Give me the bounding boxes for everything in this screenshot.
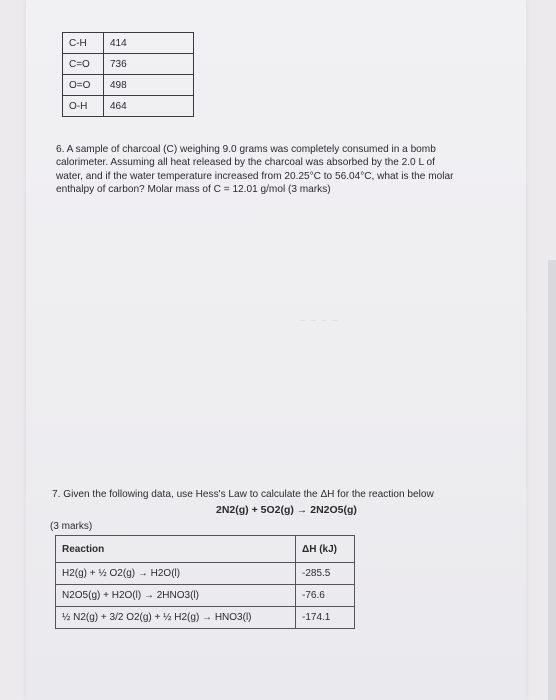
reaction-cell: ½ N2(g) + 3/2 O2(g) + ½ H2(g) → HNO3(l): [56, 607, 296, 629]
table-row: [63, 96, 194, 117]
table-header-row: [56, 536, 355, 563]
reaction-cell: H2(g) + ½ O2(g) → H2O(l): [56, 563, 296, 585]
bond-cell: O=O: [63, 75, 104, 96]
target-reaction: [216, 504, 357, 516]
reaction-header: Reaction: [56, 536, 296, 563]
table-row: [63, 54, 194, 75]
energy-cell: 414: [104, 33, 194, 54]
table-row: [56, 607, 355, 629]
dh-cell: -76.6: [296, 585, 355, 607]
table-row: [63, 33, 194, 54]
page-edge-strip: [548, 260, 556, 700]
question-6: [56, 143, 511, 197]
question-6-line: calorimeter. Assuming all heat released by the charcoal was absorbed by the 2.0 L of: [56, 157, 435, 169]
energy-cell: 464: [104, 96, 194, 117]
bond-cell: O-H: [63, 96, 104, 117]
faint-bleedthrough-marks: ~ ~ ~ ~: [300, 316, 339, 327]
question-7-intro: 7. Given the following data, use Hess's Law to calculate the ΔH for the reaction below: [52, 489, 434, 500]
dh-cell: -285.5: [296, 563, 355, 585]
reaction-cell: N2O5(g) + H2O(l) → 2HNO3(l): [56, 585, 296, 607]
dh-header: ΔH (kJ): [296, 536, 355, 563]
hess-data-table: [55, 535, 355, 629]
table-row: [56, 563, 355, 585]
question-6-line: water, and if the water temperature increased from 20.25°C to 56.04°C, what is the molar: [56, 170, 454, 182]
energy-cell: 736: [104, 54, 194, 75]
energy-cell: 498: [104, 75, 194, 96]
table-row: [63, 75, 194, 96]
bond-energy-table: [62, 32, 194, 117]
target-reaction-text: 2N2(g) + 5O2(g) → 2N2O5(g): [216, 504, 357, 516]
question-7-marks: (3 marks): [50, 521, 93, 532]
question-6-line: enthalpy of carbon? Molar mass of C = 12.01 g/mol (3 marks): [56, 184, 331, 196]
question-6-line: 6. A sample of charcoal (C) weighing 9.0 grams was completely consumed in a bomb: [56, 144, 436, 155]
bond-cell: C-H: [63, 33, 104, 54]
table-row: [56, 585, 355, 607]
bond-cell: C=O: [63, 54, 104, 75]
dh-cell: -174.1: [296, 607, 355, 629]
